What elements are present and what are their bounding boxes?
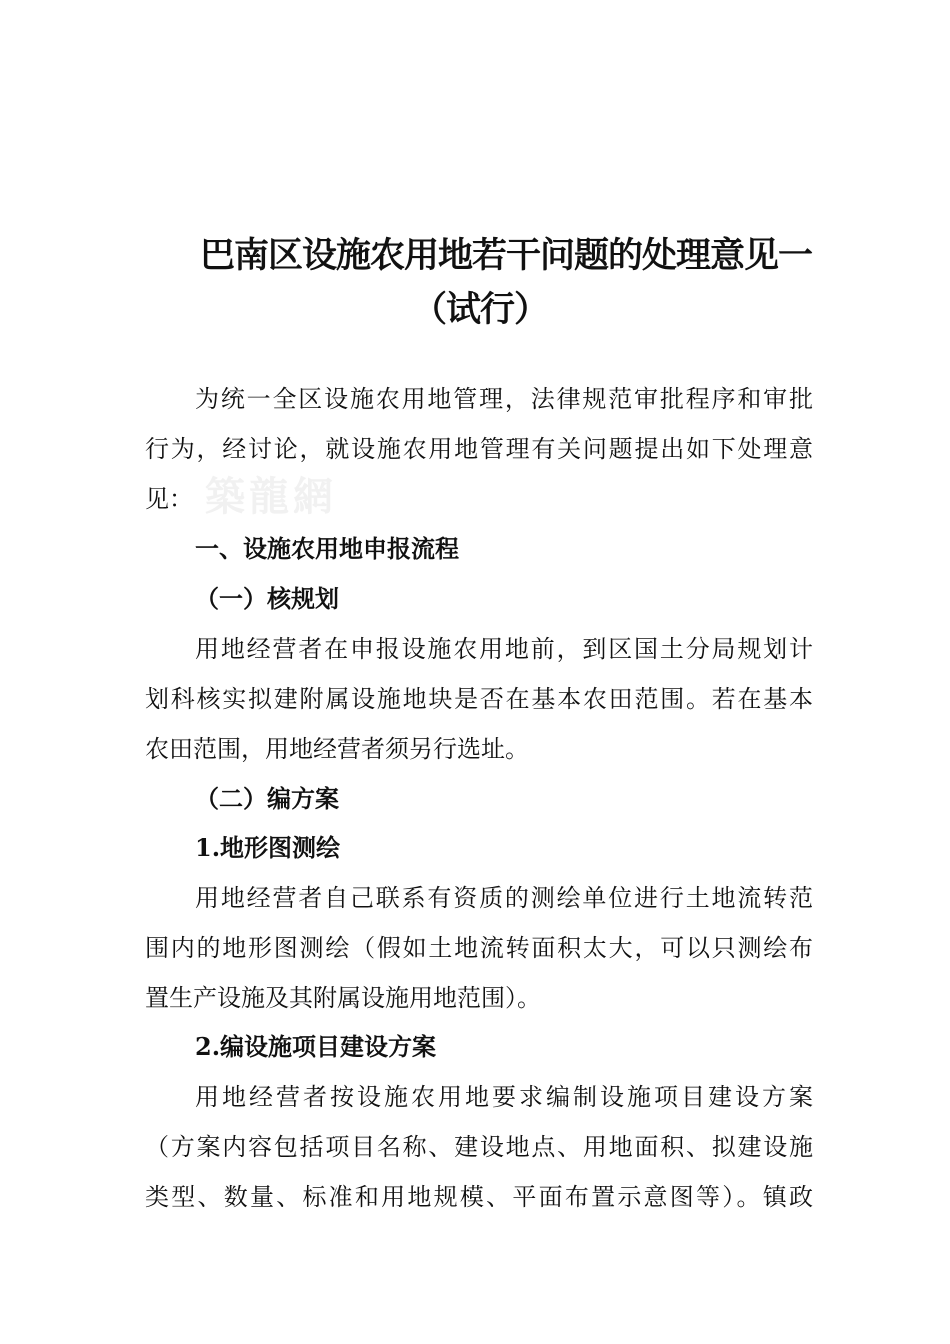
document-title-subtitle: （试行） xyxy=(411,289,548,330)
paragraph-line: 用地经营者自己联系有资质的测绘单位进行土地流转范 xyxy=(195,884,813,912)
section-heading: 一、设施农用地申报流程 xyxy=(195,534,459,563)
intro-paragraph-line: 行为，经讨论，就设施农用地管理有关问题提出如下处理意 xyxy=(145,435,813,463)
intro-paragraph-line: 见： xyxy=(145,485,193,513)
subsection-heading: （二）编方案 xyxy=(195,784,339,813)
document-title: 巴南区设施农用地若干问题的处理意见一 xyxy=(200,235,813,276)
intro-paragraph-line: 为统一全区设施农用地管理，法律规范审批程序和审批 xyxy=(195,385,813,413)
paragraph-line: 置生产设施及其附属设施用地范围）。 xyxy=(145,984,541,1012)
paragraph-line: 用地经营者按设施农用地要求编制设施项目建设方案 xyxy=(195,1083,813,1111)
item-heading: 2.编设施项目建设方案 xyxy=(195,1032,437,1061)
paragraph-line: 农田范围，用地经营者须另行选址。 xyxy=(145,735,529,763)
paragraph-line: 类型、数量、标准和用地规模、平面布置示意图等）。镇政 xyxy=(145,1183,813,1211)
subsection-heading: （一）核规划 xyxy=(195,584,339,613)
paragraph-line: （方案内容包括项目名称、建设地点、用地面积、拟建设施 xyxy=(145,1133,813,1161)
watermark-logo: 築龍網 xyxy=(205,473,337,520)
paragraph-line: 划科核实拟建附属设施地块是否在基本农田范围。若在基本 xyxy=(145,685,813,713)
item-heading: 1.地形图测绘 xyxy=(195,833,341,862)
paragraph-line: 围内的地形图测绘（假如土地流转面积太大，可以只测绘布 xyxy=(145,934,813,962)
paragraph-line: 用地经营者在申报设施农用地前，到区国土分局规划计 xyxy=(195,635,813,663)
